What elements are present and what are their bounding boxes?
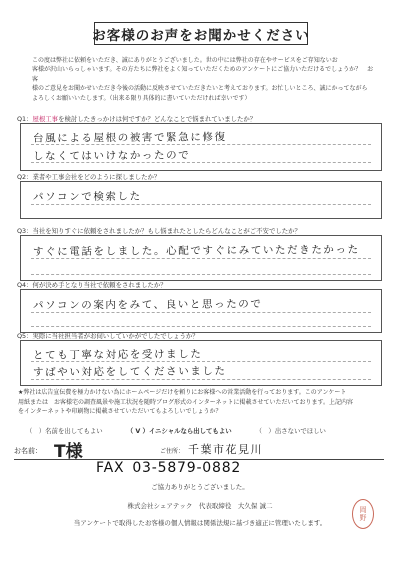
intro-line: よろしくお願いいたします。（出来る限り具体的に書いていただければ幸いです） (32, 94, 251, 102)
question-label: Q3：当社を知りすぐに依頼をされましたか？もし悩まれたとしたらどんなことがご不安でしたか？ (17, 227, 301, 235)
seal-stamp-icon: 岡 野 (352, 499, 374, 529)
privacy-note: 当アンケートで取得したお客様の個人情報は関係法規に基づき適正に管理いたします。 (73, 519, 327, 527)
intro-line: この度は弊社に依頼をいただき、誠にありがとうございました。世の中には弊社の存在やサービスをご存知ないお (32, 57, 338, 64)
company-info: 株式会社シェアテック 代表取締役 大久保 誠二 (127, 502, 273, 510)
question-label: Q4：何が決め手となり当社で依頼をされましたか？ (17, 281, 167, 289)
answer-box[interactable] (20, 181, 382, 219)
answer-box[interactable] (20, 340, 382, 386)
intro-line: 客様が沢山いらっしゃいます。その方たちに弊社をよく知っていただくためのアンケートにご協力いただけるでしょうか？ お客 (32, 66, 374, 83)
notice-line: 用紙または お客様宅の調査風景や施工状況を随時ブログ形式のインターネットに掲載させていただいております。上記内容 (18, 398, 353, 406)
handwritten-answer: すぐに電話をしました。心配ですぐにみていただきたかった (32, 243, 360, 259)
handwritten-answer: 台風による屋根の被害で緊急に修復 (32, 131, 227, 145)
fax-value: 03-5879-0882 (132, 460, 242, 476)
page-title: お客様のお声をお聞かせください (94, 22, 308, 45)
intro-line: 様のご意見をお聞かせいただき今後の活動に反映させていただきたいと考えております。お忙しいところ、誠にかってながら (32, 85, 368, 93)
fax-number (96, 460, 396, 476)
customer-info-row (14, 437, 384, 460)
question-label: Q1：屋根工事を検討したきっかけは何ですか？どんなことで悩まれていましたか？ (17, 115, 257, 123)
answer-box[interactable] (20, 235, 382, 281)
handwritten-answer: すばやい対応をしてくださいました (32, 365, 227, 379)
address-label: ご住所： (160, 448, 185, 455)
fax-label: FAX (96, 460, 125, 476)
question-label: Q5：実際に当社担当者がお伺いしていかがでしたでしょうか？ (17, 332, 199, 340)
address-field[interactable]: 千葉市花見川 (188, 443, 263, 456)
answer-box[interactable] (20, 123, 382, 171)
publication-notice (18, 388, 376, 417)
notice-line: ★弊社は広告宣伝費を極力かけない為にホームページだけを頼りにお客様への営業活動を行っております。このアンケート (18, 389, 347, 396)
intro-text (32, 56, 378, 103)
notice-line: をインターネットや印刷物に掲載させていただいてもよろしいでしょうか？ (18, 408, 222, 416)
handwritten-answer: パソコンの案内をみて、良いと思ったので (32, 298, 263, 312)
handwritten-answer: しなくてはいけなかったので (32, 149, 191, 163)
publication-options (26, 426, 348, 435)
handwritten-answer: とても丁寧な対応を受けました (32, 348, 203, 362)
name-label: お名前： (14, 447, 42, 455)
option-initial-ok[interactable]: （ V ）イニシャルなら出してもよい (126, 427, 232, 435)
option-not-ok[interactable]: （ ）出さないでほしい (255, 427, 326, 435)
handwritten-answer: パソコンで検索した (32, 190, 142, 204)
thanks-text: ご協力ありがとうございました。 (151, 483, 249, 491)
question-label: Q2：業者や工事会社をどのように探しましたか？ (17, 173, 161, 181)
option-name-ok[interactable]: （ ）名前を出してもよい (26, 427, 103, 435)
name-field[interactable]: T様 (54, 442, 83, 462)
answer-box[interactable] (20, 289, 382, 333)
